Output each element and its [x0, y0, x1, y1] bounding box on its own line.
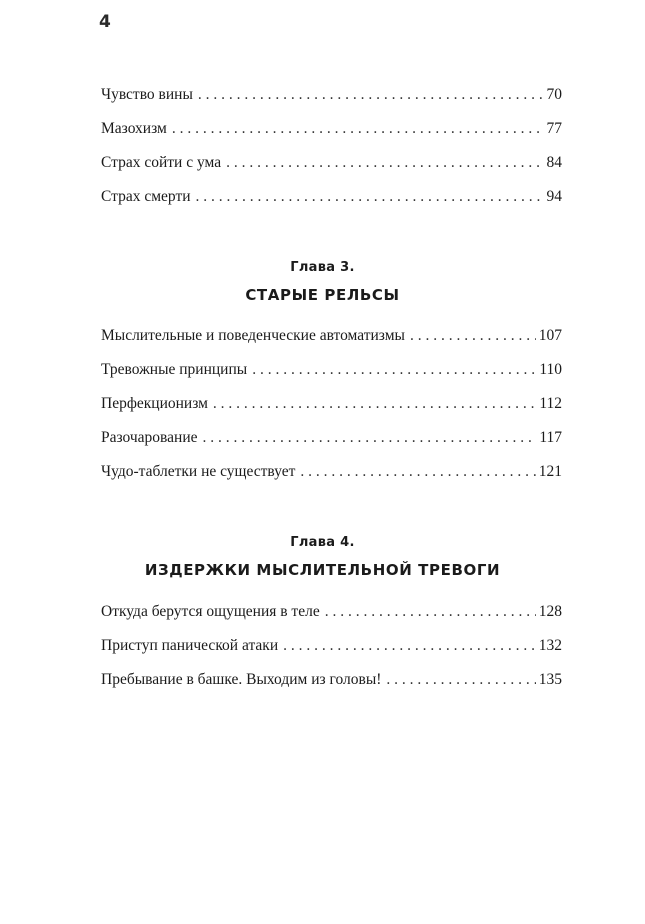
toc-entry[interactable] [101, 361, 562, 387]
toc-entry-title: Мыслительные и поведенческие автоматизмы [101, 327, 405, 344]
toc-leader-dots [300, 463, 535, 481]
toc-entry-page: 128 [538, 603, 562, 620]
toc-entry-title: Чудо-таблетки не существует [101, 463, 296, 480]
toc-entry-title: Мазохизм [101, 120, 167, 137]
toc-entry-title: Перфекционизм [101, 395, 208, 412]
toc-entry-title: Пребывание в башке. Выходим из головы! [101, 671, 382, 688]
toc-leader-dots [283, 637, 536, 655]
toc-entry[interactable] [101, 671, 562, 697]
toc-entry-title: Разочарование [101, 429, 198, 446]
toc-entry-title: Приступ панической атаки [101, 637, 279, 654]
toc-entry[interactable] [101, 120, 562, 146]
toc-leader-dots [410, 327, 536, 345]
toc-entry-page: 117 [539, 429, 562, 446]
toc-leader-dots [226, 154, 543, 172]
toc-entry[interactable] [101, 637, 562, 663]
toc-entry-page: 94 [546, 188, 562, 205]
toc-entry-page: 77 [546, 120, 562, 137]
toc-leader-dots [203, 429, 537, 447]
toc-entry[interactable] [101, 188, 562, 214]
toc-leader-dots [325, 603, 536, 621]
toc-entry-title: Страх сойти с ума [101, 154, 222, 171]
toc-entry-page: 70 [546, 86, 562, 103]
toc-entry[interactable] [101, 395, 562, 421]
toc-entry-page: 112 [539, 395, 562, 412]
page-number: 4 [99, 12, 111, 32]
toc-entry-page: 135 [538, 671, 562, 688]
toc-entry-title: Откуда берутся ощущения в теле [101, 603, 320, 620]
toc-entry-page: 84 [546, 154, 562, 171]
toc-entry-page: 107 [538, 327, 562, 344]
toc-leader-dots [386, 671, 535, 689]
toc-entry[interactable] [101, 429, 562, 455]
toc-entry[interactable] [101, 154, 562, 180]
toc-leader-dots [252, 361, 536, 379]
toc-entry[interactable] [101, 86, 562, 112]
chapter-title: ИЗДЕРЖКИ МЫСЛИТЕЛЬНОЙ ТРЕВОГИ [144, 561, 501, 579]
toc-entry-page: 121 [538, 463, 562, 480]
toc-leader-dots [198, 86, 544, 104]
chapter-label: Глава 3. [290, 260, 355, 275]
toc-leader-dots [196, 188, 544, 206]
toc-entry-page: 132 [538, 637, 562, 654]
chapter-label: Глава 4. [290, 535, 355, 550]
toc-entry-title: Чувство вины [101, 86, 193, 103]
toc-entry[interactable] [101, 463, 562, 489]
toc-entry[interactable] [101, 603, 562, 629]
toc-entry-title: Тревожные принципы [101, 361, 248, 378]
toc-leader-dots [172, 120, 544, 138]
toc-entry[interactable] [101, 327, 562, 353]
toc-entry-title: Страх смерти [101, 188, 191, 205]
toc-entry-page: 110 [539, 361, 562, 378]
chapter-title: СТАРЫЕ РЕЛЬСЫ [245, 286, 400, 304]
toc-leader-dots [213, 395, 536, 413]
